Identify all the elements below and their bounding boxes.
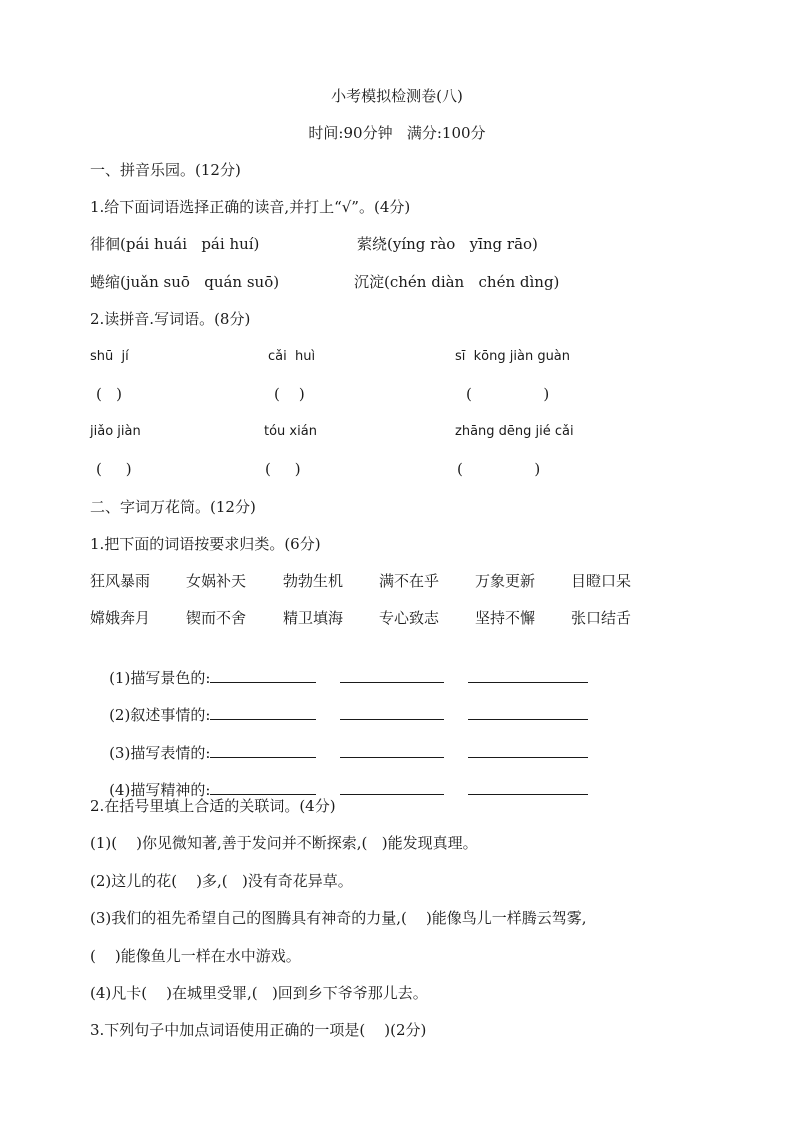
fill-in-sentence[interactable]: (4)凡卡( )在城里受罪,( )回到乡下爷爷那儿去。 xyxy=(90,984,428,1002)
question-prompt: 2.在括号里填上合适的关联词。(4分) xyxy=(90,797,336,815)
word-item: 专心致志 xyxy=(379,609,440,627)
question-prompt: 1.给下面词语选择正确的读音,并打上“√”。(4分) xyxy=(90,198,411,216)
answer-blank[interactable] xyxy=(210,666,316,683)
category-label: (3)描写表情的: xyxy=(109,744,211,762)
word-item: 满不在乎 xyxy=(379,572,440,590)
answer-blank[interactable] xyxy=(468,741,588,758)
word-item: 勃勃生机 xyxy=(283,572,344,590)
pronunciation-item: 沉淀(chén diàn chén dìng) xyxy=(354,273,560,291)
word-item: 目瞪口呆 xyxy=(571,572,632,590)
question-prompt: 1.把下面的词语按要求归类。(6分) xyxy=(90,535,321,553)
section-heading-words: 二、字词万花筒。(12分) xyxy=(90,498,256,516)
question-prompt: 2.读拼音.写词语。(8分) xyxy=(90,310,251,328)
word-item: 坚持不懈 xyxy=(475,609,536,627)
answer-blank[interactable] xyxy=(210,703,316,720)
answer-blank[interactable] xyxy=(340,703,444,720)
word-item: 嫦娥奔月 xyxy=(90,609,151,627)
category-label: (4)描写精神的: xyxy=(109,781,211,799)
answer-blank[interactable] xyxy=(340,741,444,758)
pronunciation-item: 萦绕(yíng rào yīng rāo) xyxy=(357,235,538,253)
answer-bracket[interactable]: ( ) xyxy=(274,385,305,403)
fill-in-sentence[interactable]: (1)( )你见微知著,善于发问并不断探索,( )能发现真理。 xyxy=(90,834,478,852)
fill-in-sentence[interactable]: ( )能像鱼儿一样在水中游戏。 xyxy=(90,947,301,965)
answer-bracket[interactable]: ( ) xyxy=(466,385,550,403)
answer-bracket[interactable]: ( ) xyxy=(457,460,541,478)
pinyin-prompt: shū jí xyxy=(90,349,129,364)
pinyin-prompt: cǎi huì xyxy=(268,349,316,364)
fill-in-sentence[interactable]: (2)这儿的花( )多,( )没有奇花异草。 xyxy=(90,872,353,890)
answer-bracket[interactable]: ( ) xyxy=(96,385,123,403)
answer-blank[interactable] xyxy=(340,778,444,795)
word-item: 锲而不舍 xyxy=(186,609,247,627)
category-label: (2)叙述事情的: xyxy=(109,706,211,724)
pinyin-prompt: tóu xián xyxy=(264,424,317,439)
answer-blank[interactable] xyxy=(468,666,588,683)
answer-blank[interactable] xyxy=(210,741,316,758)
exam-time-score: 时间:90分钟 满分:100分 xyxy=(308,124,486,142)
word-item: 狂风暴雨 xyxy=(90,572,151,590)
pinyin-prompt: sī kōng jiàn guàn xyxy=(455,349,571,364)
word-item: 张口结舌 xyxy=(571,609,632,627)
answer-blank[interactable] xyxy=(468,703,588,720)
answer-blank[interactable] xyxy=(210,778,316,795)
word-item: 精卫填海 xyxy=(283,609,344,627)
word-item: 女娲补天 xyxy=(186,572,247,590)
pronunciation-item: 徘徊(pái huái pái huí) xyxy=(90,235,260,253)
question-prompt[interactable]: 3.下列句子中加点词语使用正确的一项是( )(2分) xyxy=(90,1021,427,1039)
answer-bracket[interactable]: ( ) xyxy=(265,460,301,478)
section-heading-pinyin: 一、拼音乐园。(12分) xyxy=(90,161,241,179)
exam-title: 小考模拟检测卷(八) xyxy=(331,87,463,105)
fill-in-sentence[interactable]: (3)我们的祖先希望自己的图腾具有神奇的力量,( )能像鸟儿一样腾云驾雾, xyxy=(90,909,587,927)
answer-bracket[interactable]: ( ) xyxy=(96,460,132,478)
answer-blank[interactable] xyxy=(340,666,444,683)
answer-blank[interactable] xyxy=(468,778,588,795)
category-label: (1)描写景色的: xyxy=(109,669,211,687)
pinyin-prompt: zhāng dēng jié cǎi xyxy=(455,424,574,439)
pronunciation-item: 蜷缩(juǎn suō quán suō) xyxy=(90,273,280,291)
pinyin-prompt: jiǎo jiàn xyxy=(90,424,141,439)
word-item: 万象更新 xyxy=(475,572,536,590)
